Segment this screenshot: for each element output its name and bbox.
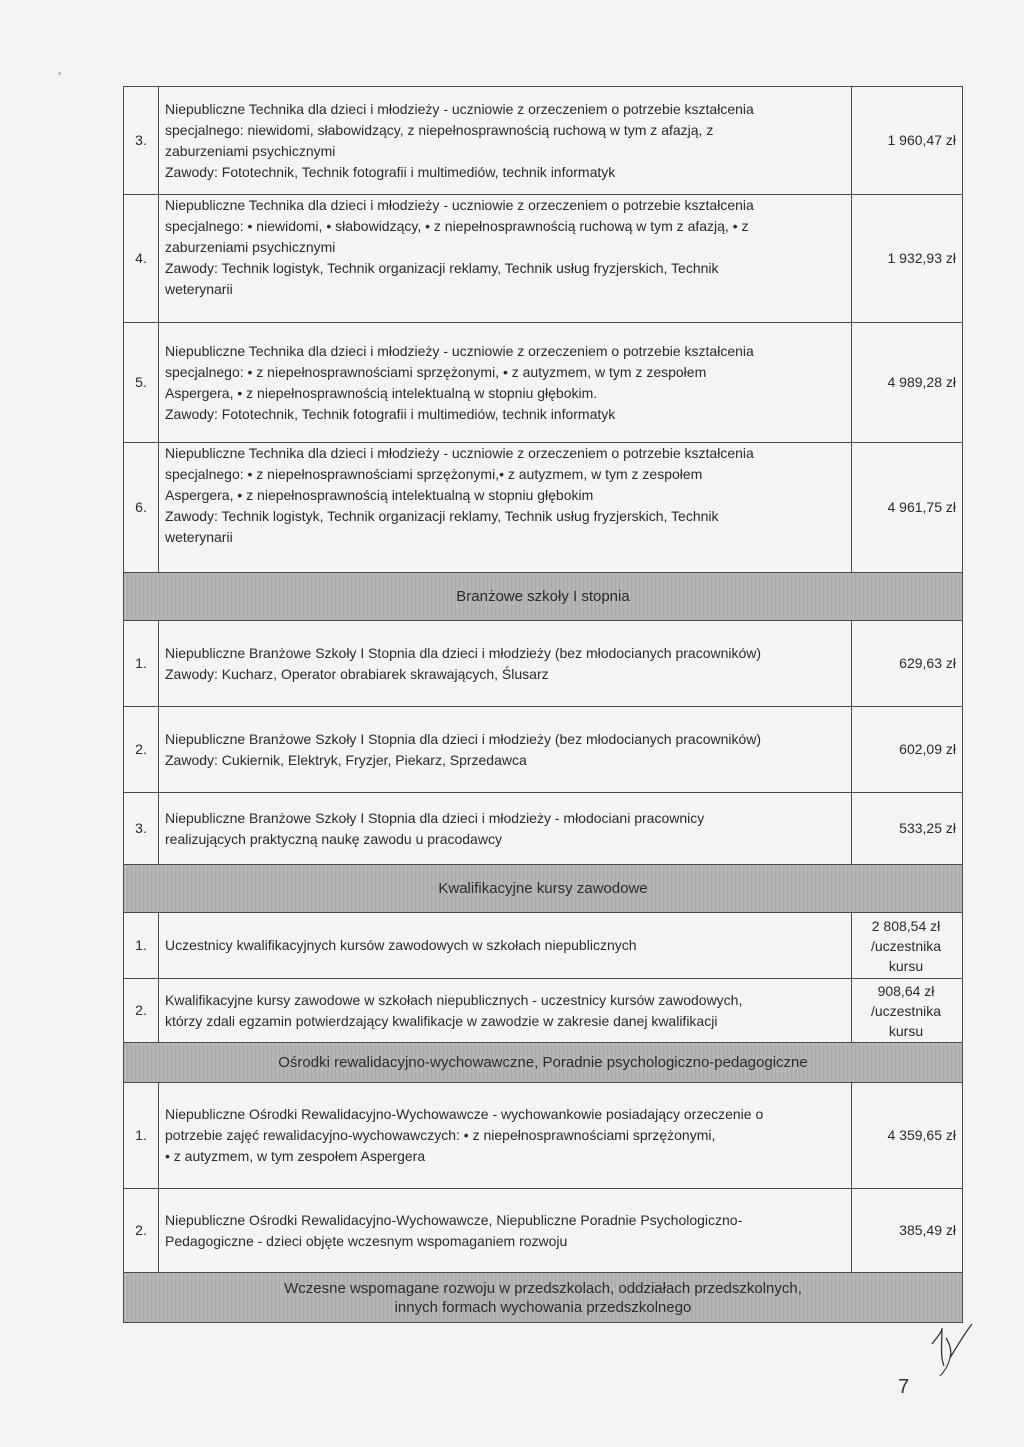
table-row <box>124 913 963 979</box>
row-description: Uczestnicy kwalifikacyjnych kursów zawodowych w szkołach niepublicznych <box>159 913 852 979</box>
table-row <box>124 1189 963 1273</box>
row-amount: 4 359,65 zł <box>852 1083 963 1189</box>
row-amount: 4 989,28 zł <box>852 323 963 443</box>
row-description: Niepubliczne Ośrodki Rewalidacyjno-Wychowawcze - wychowankowie posiadający orzeczenie o potrzebie zajęć rewalidacyjno-wychowawczych: • z niepełnosprawnościami sprzężonymi, • z autyzmem, w tym zespołem Aspergera <box>159 1083 852 1189</box>
row-description: Niepubliczne Technika dla dzieci i młodzieży - uczniowie z orzeczeniem o potrzebie kształcenia specjalnego: niewidomi, słabowidzący, z niepełnosprawnością ruchową w tym z afazją, z zaburzeniami psychicznymi Zawody: Fototechnik, Technik fotografii i multimediów, technik informatyk <box>159 87 852 195</box>
table-row <box>124 1083 963 1189</box>
row-number: 1. <box>124 621 159 707</box>
row-description: Niepubliczne Branżowe Szkoły I Stopnia dla dzieci i młodzieży - młodociani pracownicy realizujących praktyczną naukę zawodu u pracodawcy <box>159 793 852 865</box>
row-amount: 385,49 zł <box>852 1189 963 1273</box>
table-row <box>124 87 963 195</box>
row-number: 3. <box>124 87 159 195</box>
row-amount: 1 960,47 zł <box>852 87 963 195</box>
page-number: 7 <box>898 1376 910 1398</box>
row-number: 2. <box>124 979 159 1043</box>
table-row <box>124 793 963 865</box>
row-number: 2. <box>124 707 159 793</box>
fee-table <box>123 86 963 1323</box>
row-amount: 908,64 zł /uczestnika kursu <box>852 979 963 1043</box>
row-number: 6. <box>124 443 159 573</box>
row-number: 1. <box>124 913 159 979</box>
scan-speck <box>58 72 61 75</box>
table-row <box>124 707 963 793</box>
section-header-row <box>124 1043 963 1083</box>
row-description: Niepubliczne Technika dla dzieci i młodzieży - uczniowie z orzeczeniem o potrzebie kształcenia specjalnego: • niewidomi, • słabowidzący, • z niepełnosprawnością ruchową w tym z afazją, • z zaburzeniami psychicznymi Zawody: Technik logistyk, Technik organizacji reklamy, Technik usług fryzjerskich, Technik weterynarii <box>159 195 852 323</box>
signature-initials <box>928 1322 978 1378</box>
row-number: 2. <box>124 1189 159 1273</box>
row-amount: 602,09 zł <box>852 707 963 793</box>
section-title: Ośrodki rewalidacyjno-wychowawczne, Poradnie psychologiczno-pedagogiczne <box>124 1043 963 1083</box>
section-header-row <box>124 1273 963 1323</box>
row-description: Niepubliczne Branżowe Szkoły I Stopnia dla dzieci i młodzieży (bez młodocianych pracowników) Zawody: Kucharz, Operator obrabiarek skrawających, Ślusarz <box>159 621 852 707</box>
row-description: Kwalifikacyjne kursy zawodowe w szkołach niepublicznych - uczestnicy kursów zawodowych, którzy zdali egzamin potwierdzający kwalifikacje w zawodzie w zakresie danej kwalifikacji <box>159 979 852 1043</box>
table-row <box>124 323 963 443</box>
table-row <box>124 195 963 323</box>
section-header-row <box>124 573 963 621</box>
section-title: Branżowe szkoły I stopnia <box>124 573 963 621</box>
row-description: Niepubliczne Technika dla dzieci i młodzieży - uczniowie z orzeczeniem o potrzebie kształcenia specjalnego: • z niepełnosprawnościami sprzężonymi, • z autyzmem, w tym z zespołem Aspergera, • z niepełnosprawnością intelektualną w stopniu głębokim. Zawody: Fototechnik, Technik fotografii i multimediów, technik informatyk <box>159 323 852 443</box>
row-description: Niepubliczne Ośrodki Rewalidacyjno-Wychowawcze, Niepubliczne Poradnie Psychologiczno- Pedagogiczne - dzieci objęte wczesnym wspomaganiem rozwoju <box>159 1189 852 1273</box>
table-row <box>124 979 963 1043</box>
section-header-row <box>124 865 963 913</box>
row-amount: 2 808,54 zł /uczestnika kursu <box>852 913 963 979</box>
section-title: Wczesne wspomagane rozwoju w przedszkolach, oddziałach przedszkolnych, innych formach wychowania przedszkolnego <box>124 1273 963 1323</box>
row-number: 4. <box>124 195 159 323</box>
row-amount: 533,25 zł <box>852 793 963 865</box>
table-row <box>124 621 963 707</box>
row-description: Niepubliczne Technika dla dzieci i młodzieży - uczniowie z orzeczeniem o potrzebie kształcenia specjalnego: • z niepełnosprawnościami sprzężonymi,• z autyzmem, w tym z zespołem Aspergera, • z niepełnosprawnością intelektualną w stopniu głębokim Zawody: Technik logistyk, Technik organizacji reklamy, Technik usług fryzjerskich, Technik weterynarii <box>159 443 852 573</box>
row-amount: 629,63 zł <box>852 621 963 707</box>
table-row <box>124 443 963 573</box>
row-description: Niepubliczne Branżowe Szkoły I Stopnia dla dzieci i młodzieży (bez młodocianych pracowników) Zawody: Cukiernik, Elektryk, Fryzjer, Piekarz, Sprzedawca <box>159 707 852 793</box>
row-number: 1. <box>124 1083 159 1189</box>
section-title: Kwalifikacyjne kursy zawodowe <box>124 865 963 913</box>
row-number: 3. <box>124 793 159 865</box>
row-amount: 1 932,93 zł <box>852 195 963 323</box>
row-amount: 4 961,75 zł <box>852 443 963 573</box>
row-number: 5. <box>124 323 159 443</box>
